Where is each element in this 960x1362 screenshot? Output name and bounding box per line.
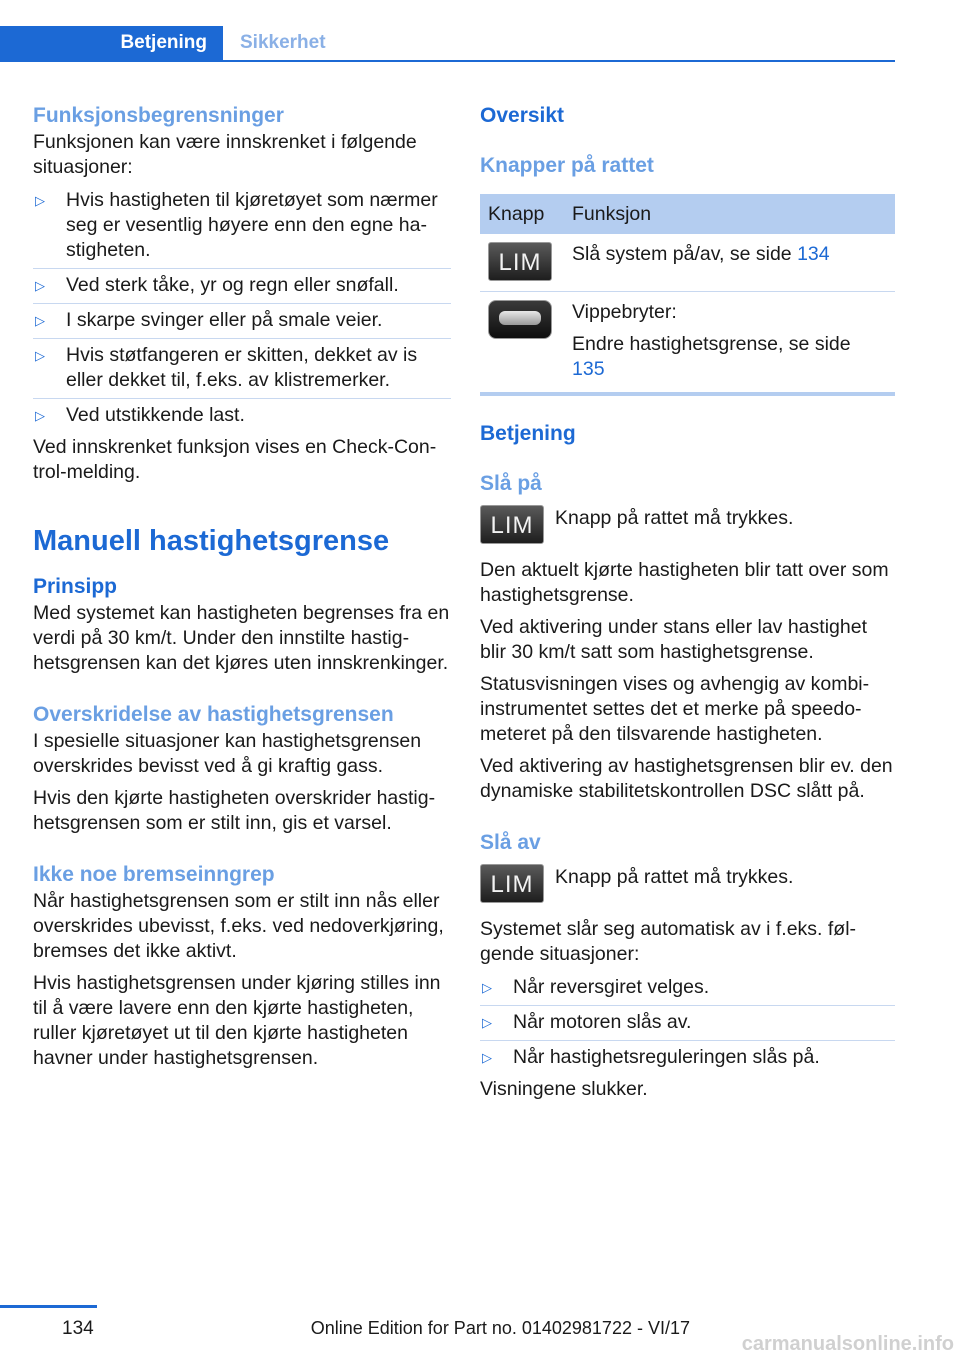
page-link-135[interactable]: 135 xyxy=(572,358,605,380)
row-function-title: Vippebryter: xyxy=(572,301,677,323)
list-item: ▷ Når motoren slås av. xyxy=(480,1006,895,1041)
left-column xyxy=(33,102,451,1071)
paragraph-paa-1: Den aktuelt kjørte hastigheten blir tatt over som hastighetsgrense. xyxy=(480,559,889,606)
lim-button-icon: LIM xyxy=(488,242,552,281)
tab-sikkerhet[interactable]: Sikkerhet xyxy=(240,32,326,53)
paragraph-av-2: Visningene slukker. xyxy=(480,1078,648,1100)
triangle-icon: ▷ xyxy=(482,980,492,995)
limitations-list xyxy=(33,184,451,433)
row-function-text: Endre hastighetsgrense, se side xyxy=(572,333,851,355)
list-item: ▷ Ved utstikkende last. xyxy=(35,404,245,426)
paragraph-knapp-av: Knapp på rattet må trykkes. xyxy=(555,866,794,888)
heading-betjening: Betjening xyxy=(480,422,576,445)
lim-button-icon: LIM xyxy=(480,505,544,544)
triangle-icon: ▷ xyxy=(35,278,45,293)
paragraph-knapp-paa: Knapp på rattet må trykkes. xyxy=(555,507,794,529)
triangle-icon: ▷ xyxy=(482,1015,492,1030)
heading-funksjonsbegrensninger: Funksjonsbegrensninger xyxy=(33,104,284,127)
buttons-table xyxy=(480,194,895,396)
switch-off-list xyxy=(480,971,895,1075)
paragraph-checkcontrol: Ved innskrenket funksjon vises en Check-Control-melding. xyxy=(33,436,437,483)
paragraph-ikke-2: Hvis hastighetsgrensen under kjøring stilles inn til å være lavere enn den kjørte hastigheten, ruller kjøretøyet ut til den kjørte hastigheten havner under hastighetsgrensen. xyxy=(33,972,441,1069)
right-column xyxy=(480,102,895,1102)
list-item: ▷ Ved sterk tåke, yr og regn eller snøfall. xyxy=(33,269,451,304)
heading-ikke-bremseinngrep: Ikke noe bremseinngrep xyxy=(33,863,275,886)
paragraph-prinsipp: Med systemet kan hastigheten begrenses fra en verdi på 30 km/t. Under den innstilte hastighetsgrensen kan det kjøres uten innskrenkinger. xyxy=(33,602,450,674)
slaa-av-row xyxy=(480,861,895,903)
paragraph-paa-2: Ved aktivering under stans eller lav hastighet blir 30 km/t satt som hastighetsgrense. xyxy=(480,616,867,663)
paragraph-ikke-1: Når hastighetsgrensen som er stilt inn nås eller overskrides ubevisst, f.eks. ved nedoverkjøring, bremses det ikke aktivt. xyxy=(33,890,444,962)
heading-slaa-av: Slå av xyxy=(480,831,541,854)
heading-slaa-paa: Slå på xyxy=(480,472,542,495)
triangle-icon: ▷ xyxy=(35,408,45,423)
column-header-knapp: Knapp xyxy=(480,194,564,234)
column-header-funksjon: Funksjon xyxy=(564,194,895,234)
triangle-icon: ▷ xyxy=(35,348,45,363)
heading-overskridelse: Overskridelse av hastighetsgrensen xyxy=(33,703,394,726)
row-function-text: Slå system på/av, se side xyxy=(572,243,798,265)
heading-manuell-hastighetsgrense: Manuell hastighetsgrense xyxy=(33,525,390,557)
heading-prinsipp: Prinsipp xyxy=(33,575,118,598)
triangle-icon: ▷ xyxy=(35,193,45,208)
rocker-switch-icon xyxy=(488,300,552,339)
paragraph-overskridelse-1: I spesielle situasjoner kan hastighetsgrensen overskrides bevisst ved å gi kraftig gass. xyxy=(33,730,422,777)
triangle-icon: ▷ xyxy=(35,313,45,328)
watermark: carmanualsonline.info xyxy=(741,1333,954,1355)
header-tabs xyxy=(0,26,895,62)
paragraph-av-1: Systemet slår seg automatisk av i f.eks. følgende situasjoner: xyxy=(480,918,857,965)
list-item: ▷ I skarpe svinger eller på smale veier. xyxy=(33,304,451,339)
table-row xyxy=(480,292,895,395)
page-link-134[interactable]: 134 xyxy=(797,243,830,265)
lim-button-icon: LIM xyxy=(480,864,544,903)
header-divider xyxy=(0,60,895,62)
list-item: ▷ Hvis støtfangeren er skitten, dekket av is eller dekket til, f.eks. av klistremerker. xyxy=(33,339,451,399)
triangle-icon: ▷ xyxy=(482,1050,492,1065)
tab-betjening[interactable]: Betjening xyxy=(0,26,223,62)
page-number: 134 xyxy=(62,1318,94,1339)
list-item: ▷ Når reversgiret velges. xyxy=(480,971,895,1006)
table-row xyxy=(480,234,895,292)
edition-label: Online Edition for Part no. 01402981722 - VI/17 xyxy=(310,1318,690,1338)
paragraph-paa-3: Statusvisningen vises og avhengig av kombiinstrumentet settes det et merke på speedometeret på den tilsvarende hastigheten. xyxy=(480,673,870,745)
paragraph-overskridelse-2: Hvis den kjørte hastigheten overskrider hastighetsgrensen som er stilt inn, gis et varsel. xyxy=(33,787,436,834)
heading-knapper-paa-rattet: Knapper på rattet xyxy=(480,154,654,177)
table-header-row xyxy=(480,194,895,234)
slaa-paa-row xyxy=(480,502,895,544)
list-item: ▷ Når hastighetsreguleringen slås på. xyxy=(482,1046,820,1068)
paragraph-paa-4: Ved aktivering av hastighetsgrensen blir ev. den dynamiske stabilitetskontrollen DSC slått på. xyxy=(480,755,893,802)
footer-accent-line xyxy=(0,1305,97,1308)
list-item: ▷ Hvis hastigheten til kjøretøyet som nærmer seg er vesentlig høyere enn den egne hastigheten. xyxy=(33,184,451,269)
heading-oversikt: Oversikt xyxy=(480,104,565,127)
paragraph-funksjon: Funksjonen kan være innskrenket i følgende situasjoner: xyxy=(33,131,417,178)
